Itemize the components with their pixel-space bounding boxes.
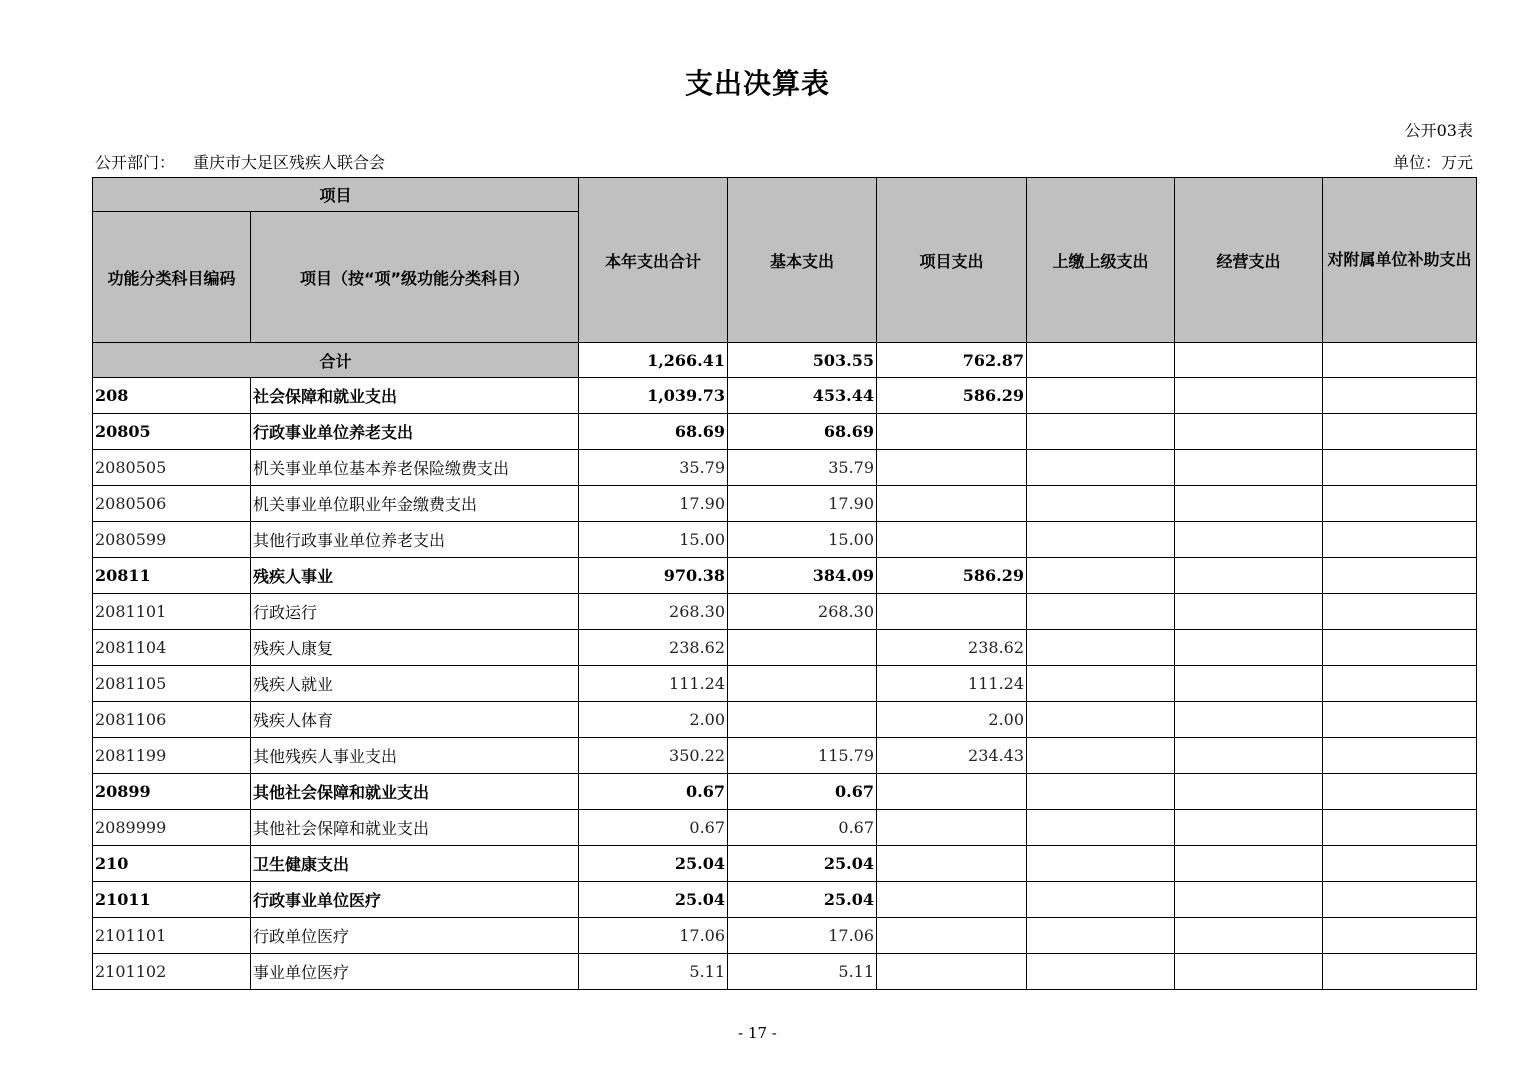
basic-cell: 25.04 — [728, 882, 877, 918]
business-cell — [1175, 666, 1323, 702]
upper-cell — [1027, 558, 1175, 594]
code-cell: 20805 — [93, 414, 251, 450]
subsidy-cell — [1323, 486, 1477, 522]
project-cell — [877, 522, 1027, 558]
subsidy-cell — [1323, 414, 1477, 450]
header-total: 本年支出合计 — [579, 178, 728, 343]
project-cell — [877, 774, 1027, 810]
code-cell: 2081105 — [93, 666, 251, 702]
table-row — [93, 486, 1477, 522]
upper-cell — [1027, 882, 1175, 918]
business-cell — [1175, 414, 1323, 450]
header-basic: 基本支出 — [728, 178, 877, 343]
name-cell: 机关事业单位职业年金缴费支出 — [251, 486, 579, 522]
page-title: 支出决算表 — [684, 67, 830, 100]
subsidy-cell — [1323, 666, 1477, 702]
basic-cell: 68.69 — [728, 414, 877, 450]
subsidy-cell — [1323, 846, 1477, 882]
project-cell — [877, 954, 1027, 990]
project-cell — [877, 882, 1027, 918]
upper-cell — [1027, 486, 1175, 522]
upper-cell — [1027, 918, 1175, 954]
table-row — [93, 810, 1477, 846]
code-cell: 2081101 — [93, 594, 251, 630]
code-cell: 2081199 — [93, 738, 251, 774]
total-cell: 25.04 — [579, 882, 728, 918]
total-label: 合计 — [93, 343, 579, 378]
total-cell: 268.30 — [579, 594, 728, 630]
project-cell — [877, 918, 1027, 954]
project-cell — [877, 450, 1027, 486]
name-cell: 其他社会保障和就业支出 — [251, 774, 579, 810]
basic-cell: 17.90 — [728, 486, 877, 522]
name-cell: 残疾人体育 — [251, 702, 579, 738]
table-row — [93, 558, 1477, 594]
name-cell: 其他残疾人事业支出 — [251, 738, 579, 774]
upper-cell — [1027, 522, 1175, 558]
table-number: 公开03表 — [1404, 121, 1473, 140]
basic-cell: 0.67 — [728, 810, 877, 846]
subsidy-cell — [1323, 522, 1477, 558]
upper-cell — [1027, 846, 1175, 882]
total-cell: 970.38 — [579, 558, 728, 594]
basic-cell — [728, 702, 877, 738]
upper-cell — [1027, 738, 1175, 774]
basic-cell — [728, 630, 877, 666]
code-cell: 2080599 — [93, 522, 251, 558]
basic-cell: 35.79 — [728, 450, 877, 486]
code-cell: 2081104 — [93, 630, 251, 666]
subsidy-cell — [1323, 558, 1477, 594]
business-cell — [1175, 630, 1323, 666]
header-name: 项目（按“项”级功能分类科目） — [251, 212, 579, 343]
name-cell: 行政运行 — [251, 594, 579, 630]
subsidy-cell — [1323, 702, 1477, 738]
name-cell: 社会保障和就业支出 — [251, 378, 579, 414]
upper-cell — [1027, 774, 1175, 810]
code-cell: 20899 — [93, 774, 251, 810]
upper-cell — [1027, 378, 1175, 414]
business-cell — [1175, 954, 1323, 990]
business-cell — [1175, 558, 1323, 594]
project-cell — [877, 414, 1027, 450]
code-cell: 2101101 — [93, 918, 251, 954]
upper-cell — [1027, 810, 1175, 846]
table-row — [93, 882, 1477, 918]
business-cell — [1175, 846, 1323, 882]
upper-cell — [1027, 450, 1175, 486]
project-cell — [877, 486, 1027, 522]
name-cell: 残疾人事业 — [251, 558, 579, 594]
department-line — [95, 150, 385, 173]
total-cell: 111.24 — [579, 666, 728, 702]
name-cell: 行政事业单位医疗 — [251, 882, 579, 918]
name-cell: 事业单位医疗 — [251, 954, 579, 990]
basic-cell — [728, 666, 877, 702]
name-cell: 卫生健康支出 — [251, 846, 579, 882]
table-row — [93, 522, 1477, 558]
header-project: 项目 — [93, 178, 579, 212]
total-cell: 17.90 — [579, 486, 728, 522]
total-cell: 1,266.41 — [579, 343, 728, 378]
header-code: 功能分类科目编码 — [93, 212, 251, 343]
business-cell — [1175, 702, 1323, 738]
upper-cell — [1027, 666, 1175, 702]
basic-cell: 5.11 — [728, 954, 877, 990]
basic-cell: 503.55 — [728, 343, 877, 378]
table-row — [93, 846, 1477, 882]
header-business: 经营支出 — [1175, 178, 1323, 343]
table-row — [93, 954, 1477, 990]
business-cell — [1175, 810, 1323, 846]
total-cell: 350.22 — [579, 738, 728, 774]
table-row — [93, 594, 1477, 630]
subsidy-cell — [1323, 954, 1477, 990]
business-cell — [1175, 594, 1323, 630]
business-cell — [1175, 486, 1323, 522]
table-row — [93, 738, 1477, 774]
page-number: - 17 - — [738, 1024, 777, 1042]
total-cell: 0.67 — [579, 810, 728, 846]
subsidy-cell — [1323, 738, 1477, 774]
header-subsidy: 对附属单位补助支出 — [1323, 178, 1477, 343]
business-cell — [1175, 738, 1323, 774]
total-cell: 2.00 — [579, 702, 728, 738]
upper-cell — [1027, 954, 1175, 990]
name-cell: 行政单位医疗 — [251, 918, 579, 954]
total-cell: 35.79 — [579, 450, 728, 486]
subsidy-cell — [1323, 450, 1477, 486]
total-cell: 0.67 — [579, 774, 728, 810]
project-cell: 238.62 — [877, 630, 1027, 666]
department-name: 重庆市大足区残疾人联合会 — [193, 153, 386, 172]
name-cell: 残疾人康复 — [251, 630, 579, 666]
total-cell: 25.04 — [579, 846, 728, 882]
table-row — [93, 918, 1477, 954]
basic-cell: 25.04 — [728, 846, 877, 882]
department-label: 公开部门： — [95, 153, 176, 172]
project-cell: 586.29 — [877, 378, 1027, 414]
project-cell: 586.29 — [877, 558, 1027, 594]
basic-cell: 384.09 — [728, 558, 877, 594]
table-row — [93, 630, 1477, 666]
upper-cell — [1027, 630, 1175, 666]
basic-cell: 268.30 — [728, 594, 877, 630]
subsidy-cell — [1323, 810, 1477, 846]
name-cell: 机关事业单位基本养老保险缴费支出 — [251, 450, 579, 486]
business-cell — [1175, 918, 1323, 954]
project-cell — [877, 594, 1027, 630]
total-cell: 17.06 — [579, 918, 728, 954]
table-row — [93, 378, 1477, 414]
subsidy-cell — [1323, 918, 1477, 954]
basic-cell: 15.00 — [728, 522, 877, 558]
basic-cell: 115.79 — [728, 738, 877, 774]
code-cell: 208 — [93, 378, 251, 414]
code-cell: 20811 — [93, 558, 251, 594]
code-cell: 2101102 — [93, 954, 251, 990]
total-cell: 15.00 — [579, 522, 728, 558]
project-cell: 111.24 — [877, 666, 1027, 702]
subsidy-cell — [1323, 378, 1477, 414]
unit-label: 单位：万元 — [1392, 153, 1473, 172]
total-cell: 5.11 — [579, 954, 728, 990]
business-cell — [1175, 450, 1323, 486]
upper-cell — [1027, 343, 1175, 378]
business-cell — [1175, 343, 1323, 378]
table-row — [93, 450, 1477, 486]
code-cell: 210 — [93, 846, 251, 882]
table-row — [93, 666, 1477, 702]
basic-cell: 17.06 — [728, 918, 877, 954]
subsidy-cell — [1323, 630, 1477, 666]
code-cell: 2089999 — [93, 810, 251, 846]
header-project-expenditure: 项目支出 — [877, 178, 1027, 343]
project-cell — [877, 810, 1027, 846]
upper-cell — [1027, 414, 1175, 450]
header-upper: 上缴上级支出 — [1027, 178, 1175, 343]
project-cell: 762.87 — [877, 343, 1027, 378]
name-cell: 其他社会保障和就业支出 — [251, 810, 579, 846]
expenditure-table — [92, 177, 1477, 990]
total-cell: 68.69 — [579, 414, 728, 450]
project-cell: 2.00 — [877, 702, 1027, 738]
name-cell: 残疾人就业 — [251, 666, 579, 702]
total-cell: 238.62 — [579, 630, 728, 666]
table-row — [93, 702, 1477, 738]
project-cell: 234.43 — [877, 738, 1027, 774]
table-row — [93, 774, 1477, 810]
code-cell: 2080506 — [93, 486, 251, 522]
code-cell: 2081106 — [93, 702, 251, 738]
business-cell — [1175, 378, 1323, 414]
business-cell — [1175, 774, 1323, 810]
business-cell — [1175, 522, 1323, 558]
total-row — [93, 343, 1477, 378]
subsidy-cell — [1323, 774, 1477, 810]
upper-cell — [1027, 702, 1175, 738]
subsidy-cell — [1323, 594, 1477, 630]
code-cell: 2080505 — [93, 450, 251, 486]
code-cell: 21011 — [93, 882, 251, 918]
table-row — [93, 414, 1477, 450]
project-cell — [877, 846, 1027, 882]
upper-cell — [1027, 594, 1175, 630]
name-cell: 行政事业单位养老支出 — [251, 414, 579, 450]
subsidy-cell — [1323, 343, 1477, 378]
total-cell: 1,039.73 — [579, 378, 728, 414]
basic-cell: 453.44 — [728, 378, 877, 414]
basic-cell: 0.67 — [728, 774, 877, 810]
table-body — [93, 343, 1477, 990]
subsidy-cell — [1323, 882, 1477, 918]
name-cell: 其他行政事业单位养老支出 — [251, 522, 579, 558]
business-cell — [1175, 882, 1323, 918]
